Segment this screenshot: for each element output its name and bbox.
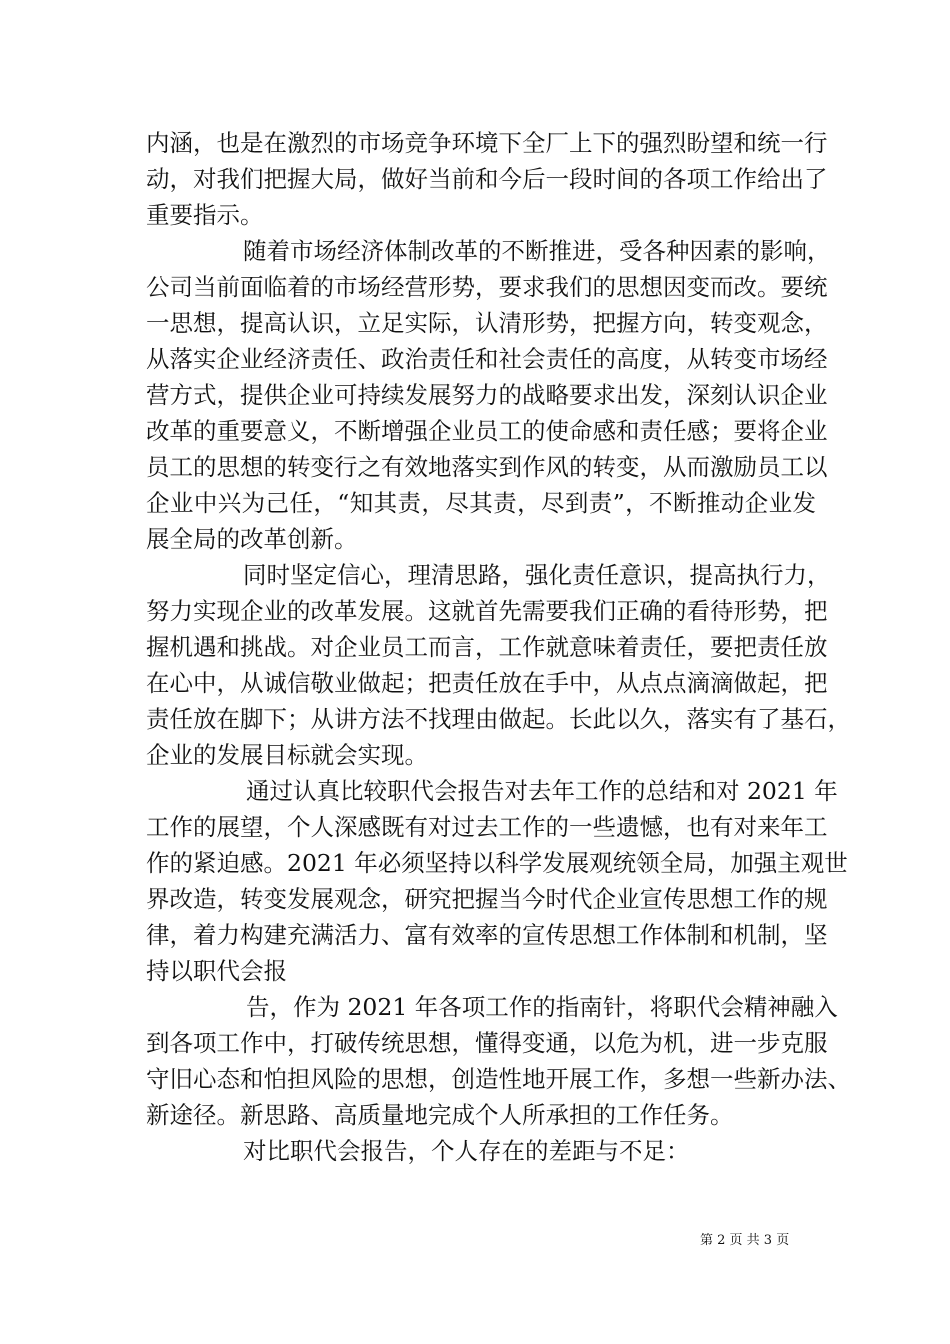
text-line: 重要指示。 — [146, 201, 264, 229]
text-line: 界改造，转变发展观念，研究把握当今时代企业宣传思想工作的规 — [146, 885, 828, 913]
text-line: 到各项工作中，打破传统思想，懂得变通，以危为机，进一步克服 — [146, 1029, 828, 1057]
text-line: 营方式，提供企业可持续发展努力的战略要求出发，深刻认识企业 — [146, 381, 828, 409]
text-line: 新途径。新思路、高质量地完成个人所承担的工作任务。 — [146, 1101, 734, 1129]
text-line: 随着市场经济体制改革的不断推进，受各种因素的影响， — [243, 237, 831, 265]
text-line: 努力实现企业的改革发展。这就首先需要我们正确的看待形势，把 — [146, 597, 828, 625]
text-line: 握机遇和挑战。对企业员工而言，工作就意味着责任，要把责任放 — [146, 633, 828, 661]
text-line: 作的紧迫感。2021 年必须坚持以科学发展观统领全局，加强主观世 — [146, 849, 848, 877]
text-line: 动，对我们把握大局，做好当前和今后一段时间的各项工作给出了 — [146, 165, 828, 193]
text-line: 改革的重要意义，不断增强企业员工的使命感和责任感；要将企业 — [146, 417, 828, 445]
text-line: 员工的思想的转变行之有效地落实到作风的转变，从而激励员工以 — [146, 453, 828, 481]
text-line: 内涵，也是在激烈的市场竞争环境下全厂上下的强烈盼望和统一行 — [146, 129, 828, 157]
text-line: 企业的发展目标就会实现。 — [146, 741, 428, 769]
text-line: 律，着力构建充满活力、富有效率的宣传思想工作体制和机制，坚 — [146, 921, 828, 949]
text-line: 公司当前面临着的市场经营形势，要求我们的思想因变而改。要统 — [146, 273, 828, 301]
text-line: 同时坚定信心，理清思路，强化责任意识，提高执行力， — [243, 561, 831, 589]
text-line: 工作的展望，个人深感既有对过去工作的一些遗憾，也有对来年工 — [146, 813, 828, 841]
text-line: 一思想，提高认识，立足实际，认清形势，把握方向，转变观念， — [146, 309, 828, 337]
text-line: 通过认真比较职代会报告对去年工作的总结和对 2021 年 — [246, 777, 838, 805]
text-line: 对比职代会报告，个人存在的差距与不足： — [243, 1137, 690, 1165]
text-line: 告，作为 2021 年各项工作的指南针，将职代会精神融入 — [246, 993, 838, 1021]
text-line: 展全局的改革创新。 — [146, 525, 358, 553]
text-line: 从落实企业经济责任、政治责任和社会责任的高度，从转变市场经 — [146, 345, 828, 373]
text-line: 责任放在脚下；从讲方法不找理由做起。长此以久，落实有了基石， — [146, 705, 851, 733]
page-number: 第 2 页 共 3 页 — [700, 1233, 790, 1248]
text-line: 企业中兴为己任，“知其责，尽其责，尽到责”，不断推动企业发 — [146, 489, 816, 517]
text-line: 持以职代会报 — [146, 957, 287, 985]
text-line: 守旧心态和怕担风险的思想，创造性地开展工作，多想一些新办法、 — [146, 1065, 851, 1093]
text-line: 在心中，从诚信敬业做起；把责任放在手中，从点点滴滴做起，把 — [146, 669, 828, 697]
